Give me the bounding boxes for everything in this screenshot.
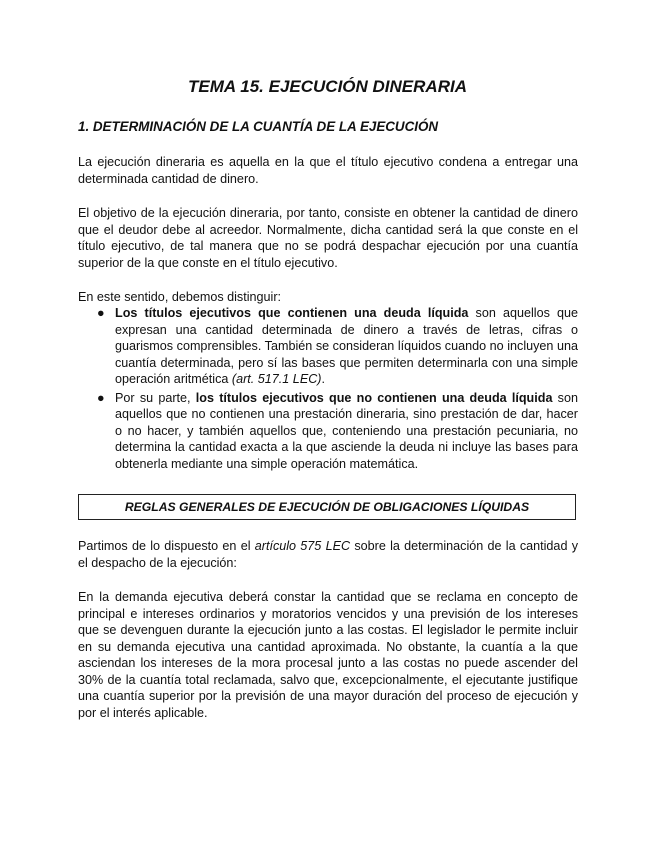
paragraph-demand-rules: En la demanda ejecutiva deberá constar la cantidad que se reclama en concepto de principal e intereses ordinarios y moratorios vencidos y una previsión de los intereses que se devenguen durante la ejecución junto a las costas. El legislador le permite incluir en su demanda ejecutiva una cantidad aproximada. No obstante, la cuantía a la que asciendan los intereses de la mora procesal junto a las costas no puede ascender del 30% de la cuantía total reclamada, salvo que, excepcionalmente, el ejecutante justifique una cuantía superior por la previsión de una mayor duración del proceso de ejecución y por el interés aplicable.	[78, 590, 578, 720]
paragraph-distinguish: En este sentido, debemos distinguir:	[78, 290, 282, 304]
article-rest: sobre la determinación de la cantidad y el despacho de la ejecución:	[78, 539, 578, 570]
article-intro: Partimos de lo dispuesto en el	[78, 539, 255, 553]
liquid-debt-end: .	[321, 372, 326, 386]
paragraph-objective: El objetivo de la ejecución dineraria, por tanto, consiste en obtener la cantidad de dinero que el deudor debe al acreedor. Normalmente, dicha cantidad será la que conste en el título ejecutivo, de tal manera que no se podrá despachar ejecución por una cuantía superior de la que conste en el título ejecutivo.	[78, 206, 578, 270]
boxed-subheading	[78, 494, 576, 520]
distinction-list	[78, 305, 578, 474]
section-heading: 1. DETERMINACIÓN DE LA CUANTÍA DE LA EJECUCIÓN	[78, 119, 439, 134]
paragraph-article-575	[78, 538, 578, 571]
liquid-debt-term: Los títulos ejecutivos que contienen una deuda líquida	[115, 306, 469, 320]
list-item-liquid-debt	[78, 305, 578, 388]
box-heading-text: REGLAS GENERALES DE EJECUCIÓN DE OBLIGACIONES LÍQUIDAS	[124, 499, 530, 514]
paragraph-definition: La ejecución dineraria es aquella en la que el título ejecutivo condena a entregar una determinada cantidad de dinero.	[78, 155, 578, 186]
article-reference: artículo 575 LEC	[254, 539, 351, 553]
document-title: TEMA 15. EJECUCIÓN DINERARIA	[188, 77, 467, 96]
bullet-dot-icon: ●	[97, 390, 105, 405]
liquid-debt-text: son aquellos que expresan una cantidad determinada de dinero a través de letras, cifras o guarismos comprensibles. También se consideran líquidos cuando no incluyen una cuantía determinada, pero sí las bases que permiten determinarla con una simple operación aritmética	[115, 306, 578, 386]
non-liquid-debt-term: los títulos ejecutivos que no contienen una deuda líquida	[195, 390, 553, 405]
list-item-non-liquid-debt	[78, 390, 578, 473]
bullet-dot-icon: ●	[97, 306, 105, 320]
non-liquid-debt-text: son aquellos que no contienen una prestación dineraria, sino prestación de dar, hacer o no hacer, y también aquellos que, conteniendo una prestación pecuniaria, no determina la cantidad exacta a la que asciende la deuda ni incluye las bases para obtenerla mediante una simple operación matemática.	[115, 390, 578, 471]
non-liquid-debt-prefix: Por su parte,	[115, 390, 196, 405]
legal-reference: (art. 517.1 LEC)	[231, 372, 322, 386]
